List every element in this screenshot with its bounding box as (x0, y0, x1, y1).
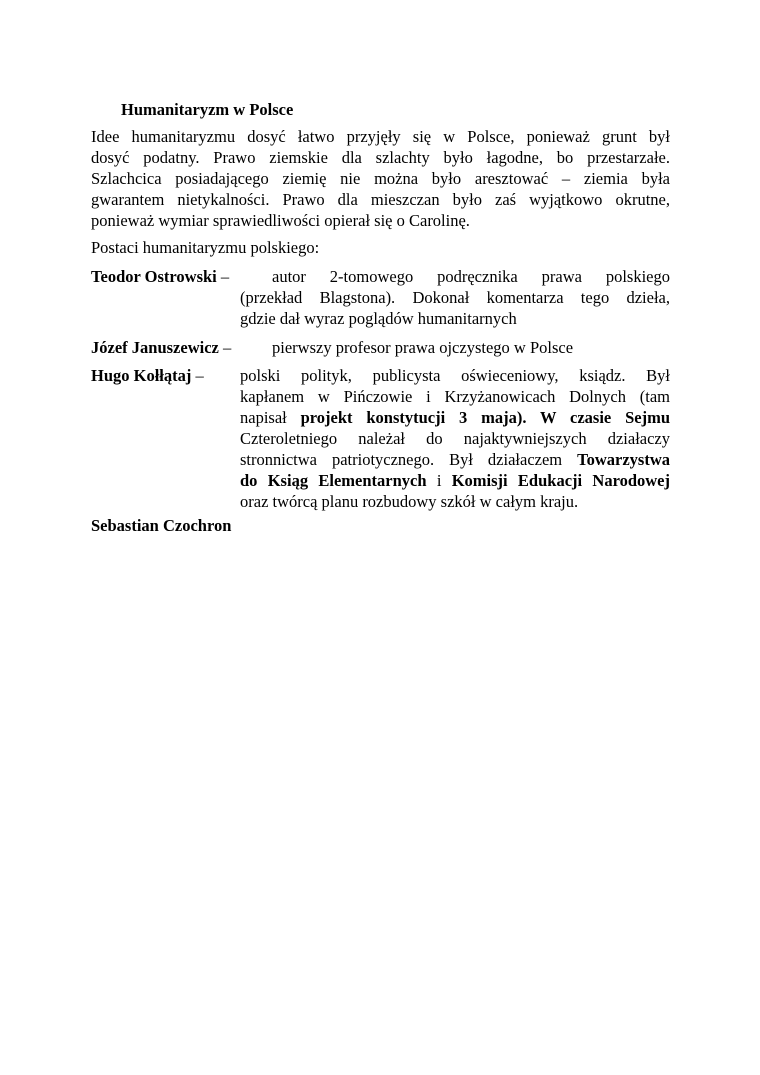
desc-line: (przekład Blagstona). Dokonał komentarza tego dzieła, (240, 288, 670, 307)
entry-name-text: Józef Januszewicz (91, 338, 219, 357)
text-run: i (436, 471, 442, 490)
entry-name (91, 365, 204, 386)
intro-line: gwarantem nietykalności. Prawo dla mieszczan było zaś wyjątkowo okrutne, (91, 190, 670, 209)
text-run: napisał (240, 408, 287, 427)
signature: Sebastian Czochron (91, 516, 232, 535)
bold-term: do Ksiąg Elementarnych (240, 471, 427, 490)
desc-line-with-bold (240, 470, 670, 491)
bold-term: Towarzystwa (577, 450, 670, 469)
desc-line: Czteroletniego należał do najaktywniejszych działaczy (240, 429, 670, 448)
intro-line: Szlachcica posiadającego ziemię nie można było aresztować – ziemia była (91, 169, 670, 188)
intro-line: Idee humanitaryzmu dosyć łatwo przyjęły się w Polsce, ponieważ grunt był (91, 127, 670, 146)
entry-description (240, 365, 670, 512)
entry-dash: – (222, 338, 232, 357)
entry-description (240, 337, 670, 358)
document-title: Humanitaryzm w Polsce (121, 100, 294, 119)
desc-line: kapłanem w Pińczowie i Krzyżanowicach Dolnych (tam (240, 387, 670, 406)
desc-line: oraz twórcą planu rozbudowy szkół w całym kraju. (240, 492, 579, 511)
desc-line: autor 2-tomowego podręcznika prawa polskiego (272, 267, 670, 286)
list-label: Postaci humanitaryzmu polskiego: (91, 238, 320, 257)
desc-line-with-bold (240, 407, 670, 428)
text-run: stronnictwa patriotycznego. Był działaczem (240, 450, 563, 469)
desc-line: polski polityk, publicysta oświeceniowy, ksiądz. Był (240, 366, 670, 385)
bold-term: Komisji Edukacji Narodowej (451, 471, 670, 490)
entry-dash: – (195, 366, 204, 385)
text-run: ). W czasie Sejmu (516, 408, 670, 427)
entry-name (91, 337, 231, 358)
intro-paragraph (91, 126, 670, 231)
entry-dash: – (220, 267, 230, 286)
bold-term: projekt konstytucji 3 maja (300, 408, 517, 427)
intro-line: ponieważ wymiar sprawiedliwości opierał się o Carolinę. (91, 211, 470, 230)
entry-description (240, 266, 670, 329)
desc-line: gdzie dał wyraz poglądów humanitarnych (240, 309, 517, 328)
entry-name-text: Hugo Kołłątaj (91, 366, 192, 385)
desc-line: pierwszy profesor prawa ojczystego w Polsce (272, 338, 574, 357)
intro-line: dosyć podatny. Prawo ziemskie dla szlachty było łagodne, bo przestarzałe. (91, 148, 670, 167)
entry-name (91, 266, 229, 287)
desc-line-with-bold (240, 449, 670, 470)
entry-name-text: Teodor Ostrowski (91, 267, 217, 286)
